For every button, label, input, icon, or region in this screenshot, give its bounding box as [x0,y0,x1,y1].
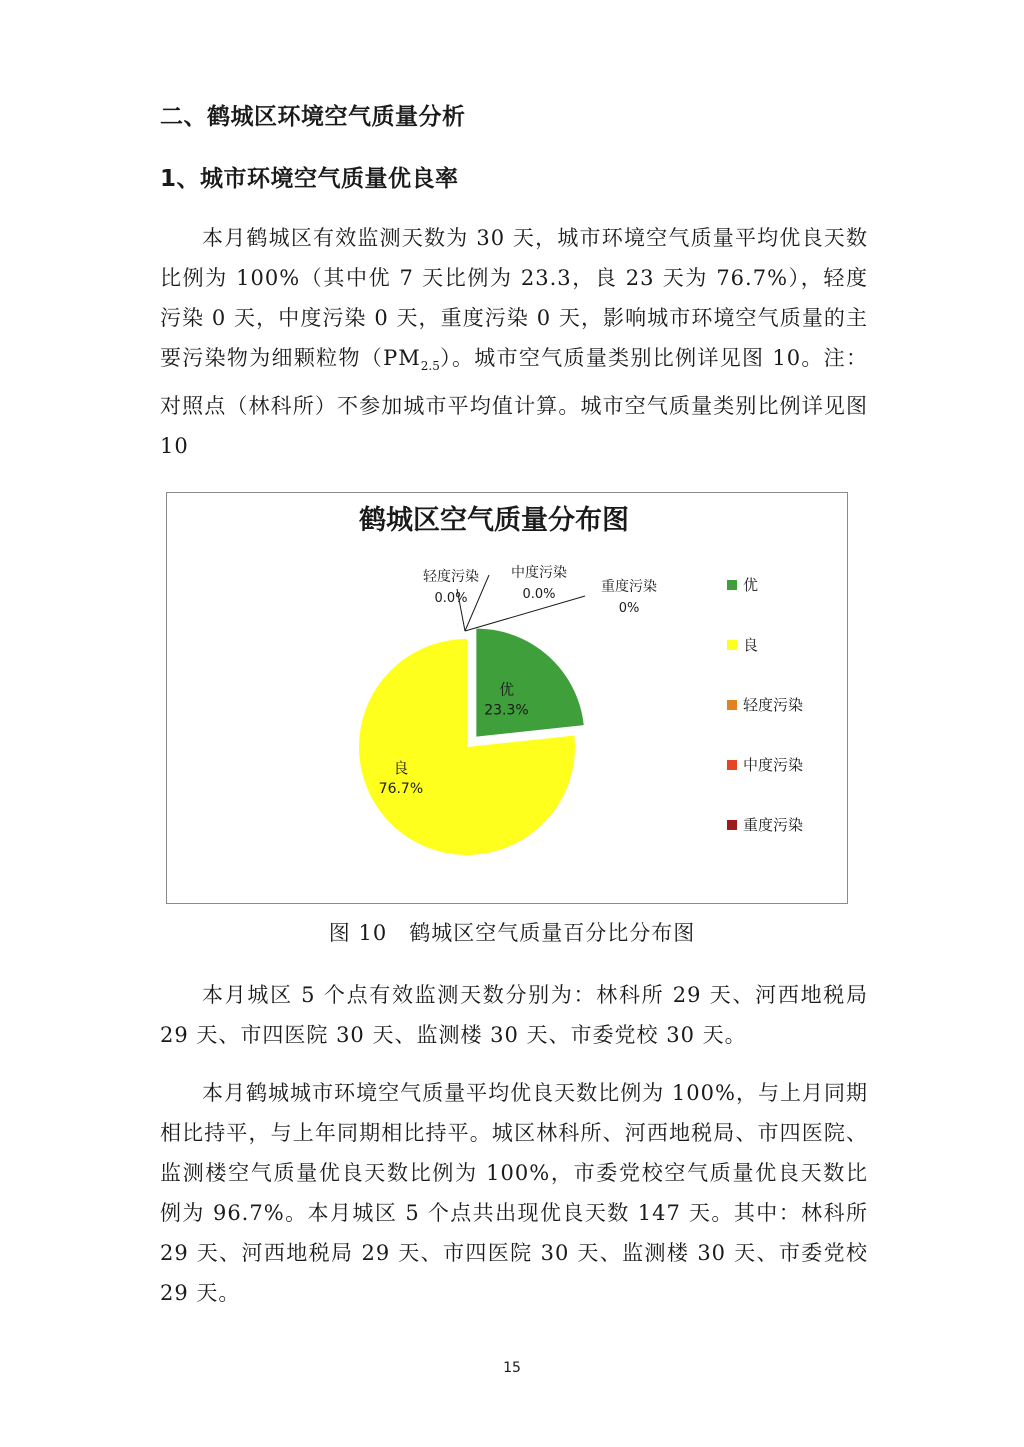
legend-label: 中度污染 [743,756,804,774]
paragraph-monitoring-days: 本月城区 5 个点有效监测天数分别为：林科所 29 天、河西地税局 29 天、市四医院 30 天、监测楼 30 天、市委党校 30 天。 [160,983,868,1047]
paragraph-quality-summary: 本月鹤城城市环境空气质量平均优良天数比例为 100%，与上月同期相比持平，与上年同期相比持平。城区林科所、河西地税局、市四医院、监测楼空气质量优良天数比例为 100%，市委党校空气质量优良天数比例为 96.7%。本月城区 5 个点共出现优良天数 147 天。其中：林科所 29 天、河西地税局 29 天、市四医院 30 天、监测楼 30 天、市委党校 29 天。 [160,1081,868,1305]
chart-title: 鹤城区空气质量分布图 [359,505,629,536]
outside-value-label: 0.0% [434,591,468,606]
legend-label: 良 [743,636,759,654]
legend-label: 优 [743,576,759,594]
legend-swatch [727,580,737,590]
paragraph-intro-text-b: ）。城市空气质量类别比例详见图 10。注：对照点（林科所）不参加城市平均值计算。城市空气质量类别比例详见图 10 [160,346,868,458]
outside-category-label: 重度污染 [601,579,657,595]
slice-value-label: 76.7% [378,781,424,798]
legend-swatch [727,760,737,770]
outside-category-label: 轻度污染 [423,569,479,585]
slice-category-label: 良 [393,759,409,778]
legend-swatch [727,700,737,710]
legend-swatch [727,640,737,650]
paragraph-intro [160,218,868,466]
slice-category-label: 优 [498,680,514,699]
outside-value-label: 0.0% [522,587,556,602]
pie-chart [167,493,849,905]
slice-value-label: 23.3% [484,702,529,719]
pm-subscript: 2.5 [420,359,440,373]
page-number: 15 [503,1360,521,1376]
legend-swatch [727,820,737,830]
legend-label: 轻度污染 [743,696,804,714]
subsection-heading: 1、城市环境空气质量优良率 [160,166,459,192]
outside-category-label: 中度污染 [511,565,567,581]
legend-label: 重度污染 [743,816,804,834]
figure-caption: 图 10 鹤城区空气质量百分比分布图 [328,921,696,945]
pie-chart-frame [166,492,848,904]
pie-slice-0 [476,629,583,737]
outside-value-label: 0% [618,601,640,616]
paragraph-intro-text-a: 本月鹤城区有效监测天数为 30 天，城市环境空气质量平均优良天数比例为 100%（其中优 7 天比例为 23.3，良 23 天为 76.7%），轻度污染 0 天，中度污染 0 天，重度污染 0 天，影响城市环境空气质量的主要污染物为细颗粒物（PM [160,226,868,370]
section-heading: 二、鹤城区环境空气质量分析 [160,104,466,130]
